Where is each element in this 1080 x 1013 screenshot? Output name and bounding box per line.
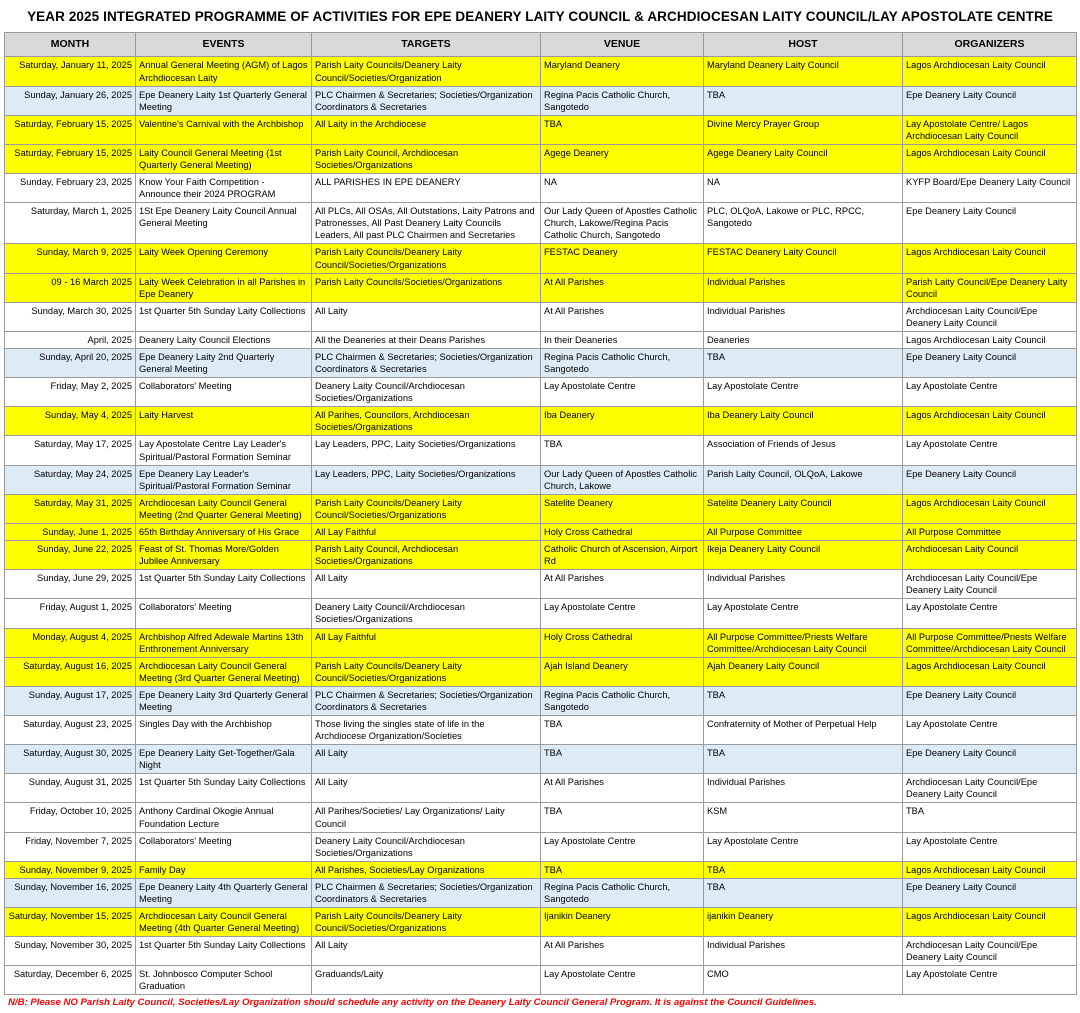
- cell-targets: Those living the singles state of life in the Archdiocese Organization/Societies: [312, 715, 541, 744]
- cell-host: TBA: [704, 686, 903, 715]
- cell-organizers: TBA: [903, 803, 1077, 832]
- table-row: [5, 878, 1077, 907]
- cell-venue: Holy Cross Cathedral: [541, 628, 704, 657]
- table-row: [5, 407, 1077, 436]
- cell-venue: At All Parishes: [541, 570, 704, 599]
- cell-venue: At All Parishes: [541, 774, 704, 803]
- page-title: YEAR 2025 INTEGRATED PROGRAMME OF ACTIVITIES FOR EPE DEANERY LAITY COUNCIL & ARCHDIOCESAN LAITY COUNCIL/LAY APOSTOLATE CENTRE: [27, 9, 1053, 24]
- cell-host: All Purpose Committee/Priests Welfare Committee/Archdiocesan Laity Council: [704, 628, 903, 657]
- cell-venue: FESTAC Deanery: [541, 244, 704, 273]
- cell-month: Sunday, March 9, 2025: [5, 244, 136, 273]
- cell-venue: Our Lady Queen of Apostles Catholic Church, Lakowe/Regina Pacis Catholic Church, Sangotedo: [541, 203, 704, 244]
- cell-events: Know Your Faith Competition - Announce their 2024 PROGRAM: [136, 174, 312, 203]
- cell-targets: Deanery Laity Council/Archdiocesan Societies/Organizations: [312, 378, 541, 407]
- table-row: [5, 465, 1077, 494]
- cell-events: Epe Deanery Laity Get-Together/Gala Night: [136, 745, 312, 774]
- cell-targets: All Laity: [312, 937, 541, 966]
- table-row: [5, 774, 1077, 803]
- cell-host: TBA: [704, 745, 903, 774]
- cell-organizers: Lay Apostolate Centre: [903, 832, 1077, 861]
- table-header: [5, 32, 1077, 57]
- cell-targets: Parish Laity Council, Archdiocesan Societies/Organizations: [312, 144, 541, 173]
- cell-venue: Regina Pacis Catholic Church, Sangotedo: [541, 86, 704, 115]
- table-row: [5, 115, 1077, 144]
- cell-events: Laity Council General Meeting (1st Quarterly General Meeting): [136, 144, 312, 173]
- cell-host: ijanikin Deanery: [704, 907, 903, 936]
- cell-targets: Parish Laity Councils/Deanery Laity Council/Societies/Organizations: [312, 657, 541, 686]
- table-row: [5, 628, 1077, 657]
- table-row: [5, 436, 1077, 465]
- cell-venue: In their Deaneries: [541, 331, 704, 348]
- table-row: [5, 349, 1077, 378]
- cell-month: Saturday, December 6, 2025: [5, 966, 136, 995]
- cell-targets: Parish Laity Councils/Deanery Laity Council/Societies/Organization: [312, 57, 541, 86]
- cell-venue: At All Parishes: [541, 937, 704, 966]
- cell-month: Saturday, August 30, 2025: [5, 745, 136, 774]
- cell-events: St. Johnbosco Computer School Graduation: [136, 966, 312, 995]
- cell-targets: PLC Chairmen & Secretaries; Societies/Organization Coordinators & Secretaries: [312, 878, 541, 907]
- cell-events: Singles Day with the Archbishop: [136, 715, 312, 744]
- cell-venue: TBA: [541, 436, 704, 465]
- cell-targets: All Laity in the Archdiocese: [312, 115, 541, 144]
- programme-table: [4, 32, 1077, 996]
- cell-organizers: Archdiocesan Laity Council/Epe Deanery Laity Council: [903, 570, 1077, 599]
- cell-host: Individual Parishes: [704, 273, 903, 302]
- cell-month: Sunday, November 9, 2025: [5, 861, 136, 878]
- cell-events: Valentine's Carnival with the Archbishop: [136, 115, 312, 144]
- cell-organizers: Lagos Archdiocesan Laity Council: [903, 57, 1077, 86]
- cell-events: Feast of St. Thomas More/Golden Jubilee Anniversary: [136, 541, 312, 570]
- cell-organizers: Lagos Archdiocesan Laity Council: [903, 244, 1077, 273]
- cell-month: Sunday, August 17, 2025: [5, 686, 136, 715]
- cell-host: CMO: [704, 966, 903, 995]
- cell-host: Divine Mercy Prayer Group: [704, 115, 903, 144]
- cell-organizers: Lay Apostolate Centre: [903, 715, 1077, 744]
- cell-month: Saturday, November 15, 2025: [5, 907, 136, 936]
- cell-host: TBA: [704, 86, 903, 115]
- cell-month: Saturday, May 24, 2025: [5, 465, 136, 494]
- cell-events: Archbishop Alfred Adewale Martins 13th Enthronement Anniversary: [136, 628, 312, 657]
- table-row: [5, 966, 1077, 995]
- table-row: [5, 832, 1077, 861]
- cell-organizers: All Purpose Committee: [903, 523, 1077, 540]
- cell-month: Friday, November 7, 2025: [5, 832, 136, 861]
- cell-targets: Parish Laity Councils/Societies/Organizations: [312, 273, 541, 302]
- table-row: [5, 686, 1077, 715]
- cell-month: Sunday, November 30, 2025: [5, 937, 136, 966]
- cell-venue: At All Parishes: [541, 273, 704, 302]
- cell-host: Individual Parishes: [704, 937, 903, 966]
- table-row: [5, 244, 1077, 273]
- cell-month: Sunday, June 1, 2025: [5, 523, 136, 540]
- cell-events: Epe Deanery Laity 3rd Quarterly General Meeting: [136, 686, 312, 715]
- cell-host: PLC, OLQoA, Lakowe or PLC, RPCC, Sangotedo: [704, 203, 903, 244]
- cell-events: Epe Deanery Laity 2nd Quarterly General Meeting: [136, 349, 312, 378]
- cell-host: Ajah Deanery Laity Council: [704, 657, 903, 686]
- cell-events: 1st Quarter 5th Sunday Laity Collections: [136, 774, 312, 803]
- table-row: [5, 861, 1077, 878]
- cell-host: Parish Laity Council, OLQoA, Lakowe: [704, 465, 903, 494]
- table-row: [5, 378, 1077, 407]
- column-header-venue: VENUE: [541, 32, 704, 57]
- cell-events: 1st Quarter 5th Sunday Laity Collections: [136, 937, 312, 966]
- cell-venue: Holy Cross Cathedral: [541, 523, 704, 540]
- cell-host: Individual Parishes: [704, 774, 903, 803]
- cell-targets: All PLCs, All OSAs, All Outstations, Laity Patrons and Patronesses, All Past Deanery Laity Councils Leaders, All past PLC Chairmen and Secretaries: [312, 203, 541, 244]
- cell-organizers: Lay Apostolate Centre: [903, 378, 1077, 407]
- cell-month: Saturday, August 23, 2025: [5, 715, 136, 744]
- table-row: [5, 657, 1077, 686]
- cell-venue: Our Lady Queen of Apostles Catholic Church, Lakowe: [541, 465, 704, 494]
- table-row: [5, 803, 1077, 832]
- table-row: [5, 494, 1077, 523]
- cell-events: Collaborators' Meeting: [136, 832, 312, 861]
- column-header-events: EVENTS: [136, 32, 312, 57]
- table-row: [5, 331, 1077, 348]
- cell-events: Collaborators' Meeting: [136, 599, 312, 628]
- cell-organizers: Lagos Archdiocesan Laity Council: [903, 331, 1077, 348]
- cell-targets: All Laity: [312, 774, 541, 803]
- cell-organizers: Epe Deanery Laity Council: [903, 86, 1077, 115]
- cell-venue: Maryland Deanery: [541, 57, 704, 86]
- cell-targets: Lay Leaders, PPC, Laity Societies/Organizations: [312, 436, 541, 465]
- cell-events: Laity Week Celebration in all Parishes in Epe Deanery: [136, 273, 312, 302]
- cell-venue: TBA: [541, 715, 704, 744]
- cell-host: NA: [704, 174, 903, 203]
- cell-events: Lay Apostolate Centre Lay Leader's Spiritual/Pastoral Formation Seminar: [136, 436, 312, 465]
- cell-organizers: Lagos Archdiocesan Laity Council: [903, 861, 1077, 878]
- cell-month: Saturday, February 15, 2025: [5, 115, 136, 144]
- cell-organizers: Lagos Archdiocesan Laity Council: [903, 494, 1077, 523]
- table-row: [5, 715, 1077, 744]
- cell-organizers: Lagos Archdiocesan Laity Council: [903, 657, 1077, 686]
- footer-note: N/B: Please NO Parish Laity Council, Societies/Lay Organization should schedule any activity on the Deanery Laity Council General Program. It is against the Council Guidelines.: [8, 997, 817, 1009]
- cell-venue: Regina Pacis Catholic Church, Sangotedo: [541, 349, 704, 378]
- cell-month: Sunday, August 31, 2025: [5, 774, 136, 803]
- cell-organizers: Epe Deanery Laity Council: [903, 203, 1077, 244]
- cell-organizers: Epe Deanery Laity Council: [903, 686, 1077, 715]
- table-body: [5, 57, 1077, 995]
- cell-host: KSM: [704, 803, 903, 832]
- cell-targets: Parish Laity Council, Archdiocesan Societies/Organizations: [312, 541, 541, 570]
- cell-organizers: Archdiocesan Laity Council: [903, 541, 1077, 570]
- column-header-month: MONTH: [5, 32, 136, 57]
- cell-month: 09 - 16 March 2025: [5, 273, 136, 302]
- cell-organizers: All Purpose Committee/Priests Welfare Committee/Archdiocesan Laity Council: [903, 628, 1077, 657]
- cell-events: Laity Harvest: [136, 407, 312, 436]
- cell-organizers: Lay Apostolate Centre/ Lagos Archdiocesan Laity Council: [903, 115, 1077, 144]
- cell-targets: All Laity: [312, 570, 541, 599]
- cell-venue: TBA: [541, 745, 704, 774]
- cell-targets: Deanery Laity Council/Archdiocesan Societies/Organizations: [312, 832, 541, 861]
- cell-events: Family Day: [136, 861, 312, 878]
- cell-host: Agege Deanery Laity Council: [704, 144, 903, 173]
- cell-month: Friday, October 10, 2025: [5, 803, 136, 832]
- cell-month: Monday, August 4, 2025: [5, 628, 136, 657]
- cell-venue: NA: [541, 174, 704, 203]
- cell-venue: At All Parishes: [541, 302, 704, 331]
- cell-targets: All Parishes, Societies/Lay Organizations: [312, 861, 541, 878]
- cell-events: Laity Week Opening Ceremony: [136, 244, 312, 273]
- cell-organizers: Epe Deanery Laity Council: [903, 349, 1077, 378]
- cell-events: 65th Birthday Anniversary of His Grace: [136, 523, 312, 540]
- cell-month: Saturday, May 17, 2025: [5, 436, 136, 465]
- cell-venue: Regina Pacis Catholic Church, Sangotedo: [541, 878, 704, 907]
- cell-venue: Lay Apostolate Centre: [541, 832, 704, 861]
- cell-host: FESTAC Deanery Laity Council: [704, 244, 903, 273]
- cell-venue: Ijanikin Deanery: [541, 907, 704, 936]
- cell-targets: Parish Laity Councils/Deanery Laity Council/Societies/Organizations: [312, 494, 541, 523]
- cell-month: April, 2025: [5, 331, 136, 348]
- cell-month: Saturday, May 31, 2025: [5, 494, 136, 523]
- cell-organizers: Epe Deanery Laity Council: [903, 745, 1077, 774]
- cell-host: Satelite Deanery Laity Council: [704, 494, 903, 523]
- cell-venue: TBA: [541, 861, 704, 878]
- cell-targets: All Laity: [312, 302, 541, 331]
- table-header-row: [5, 32, 1077, 57]
- cell-targets: PLC Chairmen & Secretaries; Societies/Organization Coordinators & Secretaries: [312, 686, 541, 715]
- table-row: [5, 86, 1077, 115]
- cell-organizers: Lay Apostolate Centre: [903, 599, 1077, 628]
- cell-organizers: Archdiocesan Laity Council/Epe Deanery Laity Council: [903, 774, 1077, 803]
- table-row: [5, 57, 1077, 86]
- cell-organizers: Lay Apostolate Centre: [903, 436, 1077, 465]
- cell-events: Archdiocesan Laity Council General Meeting (3rd Quarter General Meeting): [136, 657, 312, 686]
- cell-organizers: KYFP Board/Epe Deanery Laity Council: [903, 174, 1077, 203]
- cell-month: Sunday, January 26, 2025: [5, 86, 136, 115]
- cell-venue: Iba Deanery: [541, 407, 704, 436]
- cell-host: Ikeja Deanery Laity Council: [704, 541, 903, 570]
- cell-month: Saturday, March 1, 2025: [5, 203, 136, 244]
- cell-events: Archdiocesan Laity Council General Meeting (2nd Quarter General Meeting): [136, 494, 312, 523]
- cell-targets: All Parihes, Councilors, Archdiocesan Societies/Organizations: [312, 407, 541, 436]
- cell-host: All Purpose Committee: [704, 523, 903, 540]
- cell-events: Collaborators' Meeting: [136, 378, 312, 407]
- cell-organizers: Epe Deanery Laity Council: [903, 878, 1077, 907]
- cell-targets: Graduands/Laity: [312, 966, 541, 995]
- column-header-organizers: ORGANIZERS: [903, 32, 1077, 57]
- cell-events: Annual General Meeting (AGM) of Lagos Archdiocesan Laity: [136, 57, 312, 86]
- cell-events: 1st Quarter 5th Sunday Laity Collections: [136, 570, 312, 599]
- cell-host: Lay Apostolate Centre: [704, 832, 903, 861]
- table-row: [5, 174, 1077, 203]
- cell-month: Sunday, June 29, 2025: [5, 570, 136, 599]
- cell-host: Maryland Deanery Laity Council: [704, 57, 903, 86]
- column-header-host: HOST: [704, 32, 903, 57]
- cell-targets: Deanery Laity Council/Archdiocesan Societies/Organizations: [312, 599, 541, 628]
- cell-month: Sunday, May 4, 2025: [5, 407, 136, 436]
- cell-targets: All Lay Faithful: [312, 628, 541, 657]
- table-row: [5, 203, 1077, 244]
- cell-venue: Satelite Deanery: [541, 494, 704, 523]
- table-row: [5, 599, 1077, 628]
- cell-host: TBA: [704, 349, 903, 378]
- table-row: [5, 541, 1077, 570]
- cell-venue: Regina Pacis Catholic Church, Sangotedo: [541, 686, 704, 715]
- cell-targets: Parish Laity Councils/Deanery Laity Council/Societies/Organizations: [312, 244, 541, 273]
- table-row: [5, 523, 1077, 540]
- cell-organizers: Archdiocesan Laity Council/Epe Deanery Laity Council: [903, 937, 1077, 966]
- column-header-targets: TARGETS: [312, 32, 541, 57]
- cell-month: Sunday, November 16, 2025: [5, 878, 136, 907]
- cell-organizers: Archdiocesan Laity Council/Epe Deanery Laity Council: [903, 302, 1077, 331]
- cell-organizers: Lay Apostolate Centre: [903, 966, 1077, 995]
- table-row: [5, 144, 1077, 173]
- cell-host: TBA: [704, 878, 903, 907]
- cell-host: Iba Deanery Laity Council: [704, 407, 903, 436]
- cell-month: Saturday, February 15, 2025: [5, 144, 136, 173]
- cell-venue: TBA: [541, 803, 704, 832]
- cell-events: Epe Deanery Lay Leader's Spiritual/Pastoral Formation Seminar: [136, 465, 312, 494]
- cell-targets: All Lay Faithful: [312, 523, 541, 540]
- table-row: [5, 302, 1077, 331]
- cell-month: Friday, August 1, 2025: [5, 599, 136, 628]
- cell-targets: PLC Chairmen & Secretaries; Societies/Organization Coordinators & Secretaries: [312, 86, 541, 115]
- table-row: [5, 937, 1077, 966]
- cell-host: Confraternity of Mother of Perpetual Help: [704, 715, 903, 744]
- cell-targets: All the Deaneries at their Deans Parishes: [312, 331, 541, 348]
- cell-host: Individual Parishes: [704, 570, 903, 599]
- cell-events: Epe Deanery Laity 4th Quarterly General Meeting: [136, 878, 312, 907]
- cell-venue: Agege Deanery: [541, 144, 704, 173]
- cell-host: TBA: [704, 861, 903, 878]
- cell-venue: Lay Apostolate Centre: [541, 966, 704, 995]
- table-row: [5, 907, 1077, 936]
- cell-host: Deaneries: [704, 331, 903, 348]
- cell-events: 1St Epe Deanery Laity Council Annual General Meeting: [136, 203, 312, 244]
- cell-month: Friday, May 2, 2025: [5, 378, 136, 407]
- cell-events: Deanery Laity Council Elections: [136, 331, 312, 348]
- cell-venue: TBA: [541, 115, 704, 144]
- table-row: [5, 273, 1077, 302]
- cell-month: Sunday, February 23, 2025: [5, 174, 136, 203]
- cell-targets: Lay Leaders, PPC, Laity Societies/Organizations: [312, 465, 541, 494]
- cell-venue: Lay Apostolate Centre: [541, 599, 704, 628]
- cell-targets: All Laity: [312, 745, 541, 774]
- cell-targets: All Parihes/Societies/ Lay Organizations/ Laity Council: [312, 803, 541, 832]
- cell-venue: Lay Apostolate Centre: [541, 378, 704, 407]
- cell-events: Epe Deanery Laity 1st Quarterly General Meeting: [136, 86, 312, 115]
- cell-host: Lay Apostolate Centre: [704, 599, 903, 628]
- cell-organizers: Lagos Archdiocesan Laity Council: [903, 907, 1077, 936]
- cell-events: Anthony Cardinal Okogie Annual Foundation Lecture: [136, 803, 312, 832]
- cell-month: Sunday, March 30, 2025: [5, 302, 136, 331]
- cell-venue: Catholic Church of Ascension, Airport Rd: [541, 541, 704, 570]
- table-row: [5, 570, 1077, 599]
- cell-targets: ALL PARISHES IN EPE DEANERY: [312, 174, 541, 203]
- cell-events: Archdiocesan Laity Council General Meeting (4th Quarter General Meeting): [136, 907, 312, 936]
- table-row: [5, 745, 1077, 774]
- cell-targets: Parish Laity Councils/Deanery Laity Council/Societies/Organizations: [312, 907, 541, 936]
- cell-targets: PLC Chairmen & Secretaries; Societies/Organization Coordinators & Secretaries: [312, 349, 541, 378]
- cell-host: Lay Apostolate Centre: [704, 378, 903, 407]
- cell-month: Saturday, August 16, 2025: [5, 657, 136, 686]
- cell-organizers: Lagos Archdiocesan Laity Council: [903, 407, 1077, 436]
- cell-organizers: Parish Laity Council/Epe Deanery Laity Council: [903, 273, 1077, 302]
- cell-organizers: Lagos Archdiocesan Laity Council: [903, 144, 1077, 173]
- cell-host: Individual Parishes: [704, 302, 903, 331]
- cell-host: Association of Friends of Jesus: [704, 436, 903, 465]
- cell-month: Sunday, June 22, 2025: [5, 541, 136, 570]
- cell-organizers: Epe Deanery Laity Council: [903, 465, 1077, 494]
- cell-events: 1st Quarter 5th Sunday Laity Collections: [136, 302, 312, 331]
- cell-month: Saturday, January 11, 2025: [5, 57, 136, 86]
- cell-venue: Ajah Island Deanery: [541, 657, 704, 686]
- cell-month: Sunday, April 20, 2025: [5, 349, 136, 378]
